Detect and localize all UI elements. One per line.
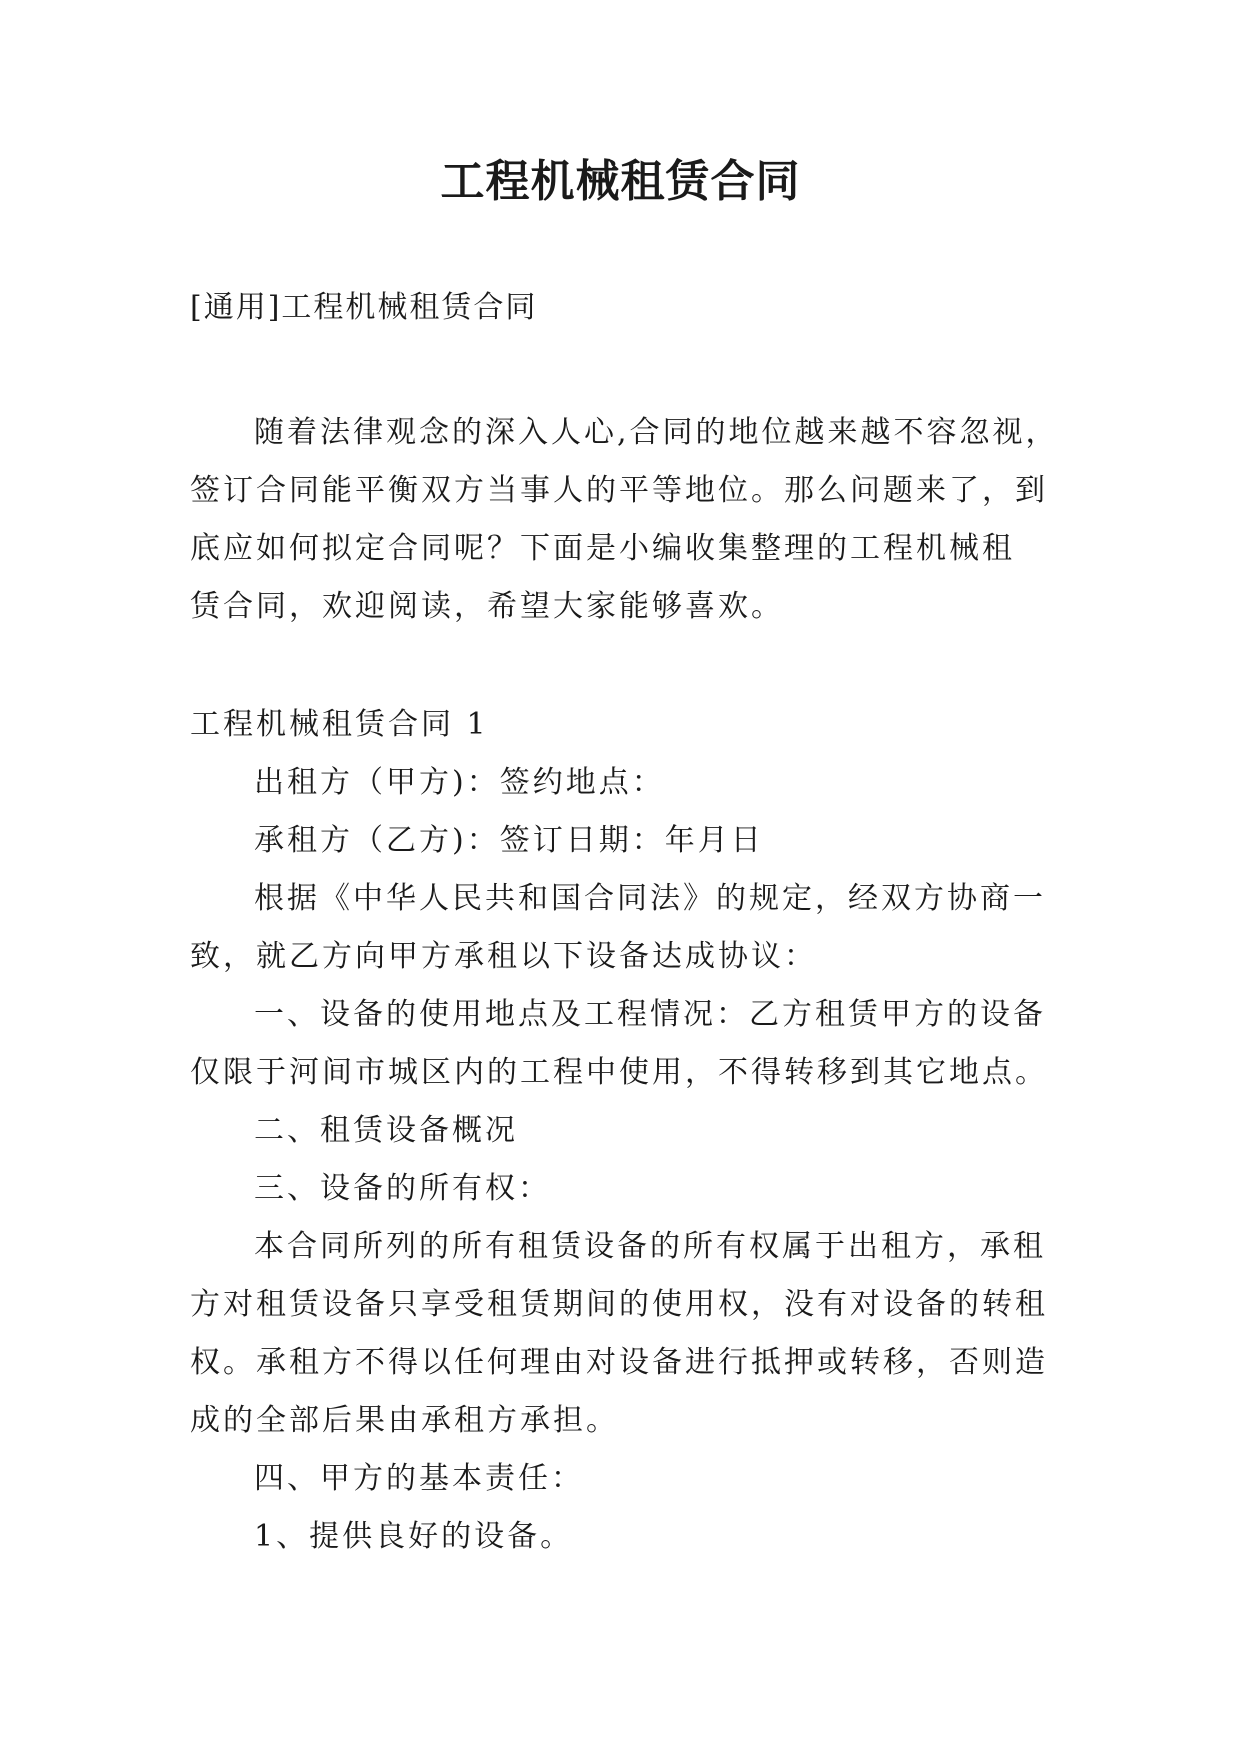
document-title: 工程机械租赁合同 (440, 156, 801, 207)
clause-line: 本合同所列的所有租赁设备的所有权属于出租方，承租 (254, 1229, 1046, 1264)
clause-line: 致，就乙方向甲方承租以下设备达成协议： (190, 939, 817, 974)
intro-paragraph (190, 404, 1060, 636)
clause-heading: 二、租赁设备概况 (254, 1113, 518, 1148)
intro-line: 底应如何拟定合同呢？下面是小编收集整理的工程机械租 (190, 531, 1015, 566)
clause-line: 1、提供良好的设备。 (254, 1519, 574, 1554)
clause-line: 方对租赁设备只享受租赁期间的使用权，没有对设备的转租 (190, 1287, 1048, 1322)
clause-line: 权。承租方不得以任何理由对设备进行抵押或转移，否则造 (190, 1345, 1048, 1380)
clause-line: 仅限于河间市城区内的工程中使用，不得转移到其它地点。 (190, 1055, 1048, 1090)
document-subtitle: [通用]工程机械租赁合同 (190, 290, 538, 325)
section-heading: 工程机械租赁合同 1 (190, 707, 489, 742)
clause-line: 根据《中华人民共和国合同法》的规定，经双方协商一 (254, 881, 1046, 916)
intro-line: 赁合同，欢迎阅读，希望大家能够喜欢。 (190, 589, 784, 624)
clause-heading: 四、甲方的基本责任： (254, 1461, 584, 1496)
lessee-line: 承租方（乙方)：签订日期：年月日 (254, 823, 764, 858)
intro-line: 签订合同能平衡双方当事人的平等地位。那么问题来了，到 (190, 473, 1048, 508)
clause-line: 成的全部后果由承租方承担。 (190, 1403, 619, 1438)
contract-section (190, 696, 1060, 1566)
clause-line: 一、设备的使用地点及工程情况：乙方租赁甲方的设备 (254, 997, 1046, 1032)
clause-heading: 三、设备的所有权： (254, 1171, 551, 1206)
lessor-line: 出租方（甲方)：签约地点： (254, 765, 665, 800)
intro-line: 随着法律观念的深入人心,合同的地位越来越不容忽视， (254, 415, 1059, 450)
